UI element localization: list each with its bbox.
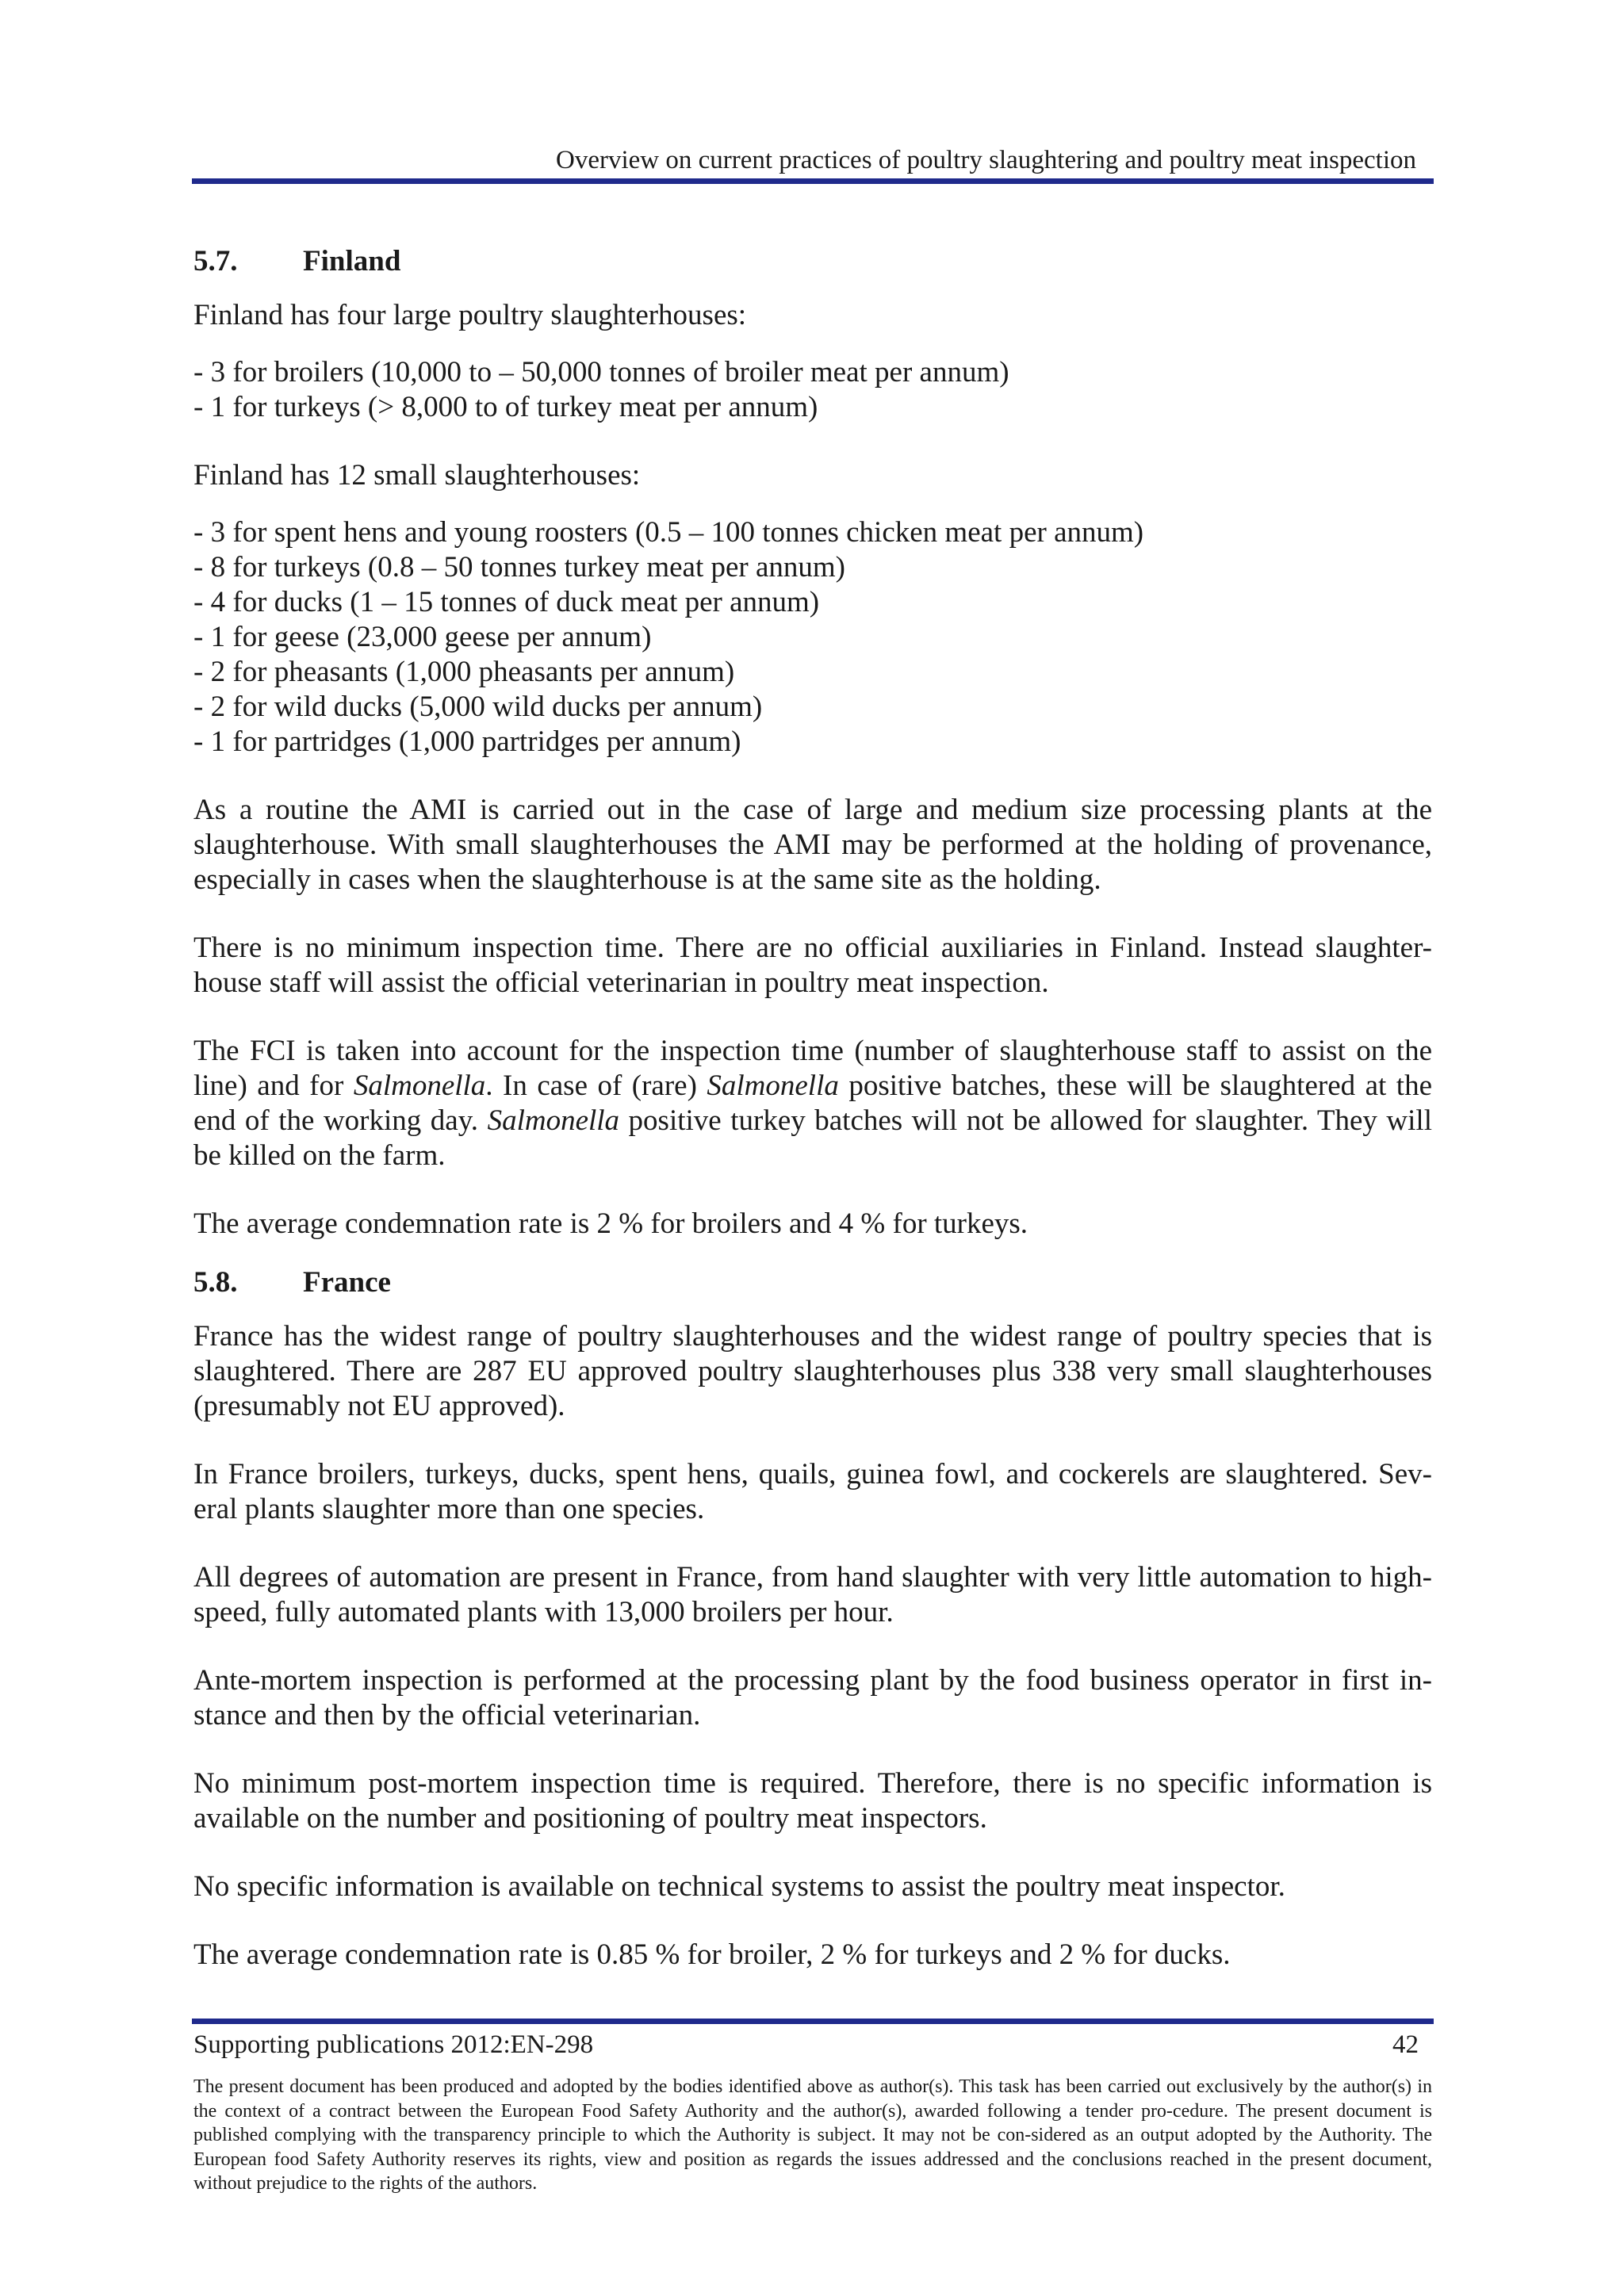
- paragraph-france-technical: No specific information is available on technical systems to assist the poultry meat inspector.: [193, 1870, 1285, 1903]
- section-title: France: [303, 1266, 391, 1299]
- list-item: - 1 for partridges (1,000 partridges per annum): [193, 725, 741, 758]
- list-item: - 3 for spent hens and young roosters (0.5 – 100 tonnes chicken meat per annum): [193, 516, 1144, 549]
- publication-reference: Supporting publications 2012:EN-298: [193, 2030, 594, 2059]
- page-body: [193, 244, 1432, 2006]
- paragraph-france-antemortem: Ante-mortem inspection is performed at the processing plant by the food business operator in first in-stance and then by the official veterinarian.: [193, 1664, 1432, 1732]
- paragraph-fci: The FCI is taken into account for the inspection time (number of slaughterhouse staff to assist on the line) and for Salmonella. In case of (rare) Salmonella positive batches, these will be slaughtered at the end of the working day. Salmonella positive turkey batches will not be allowed for slaughter. They will be killed on the farm.: [193, 1035, 1432, 1172]
- paragraph-large-intro: Finland has four large poultry slaughterhouses:: [193, 299, 747, 331]
- italic-term: Salmonella: [353, 1070, 486, 1102]
- paragraph-ami: As a routine the AMI is carried out in the case of large and medium size processing plants at the slaughterhouse. With small slaughterhouses the AMI may be performed at the holding of provenance, especially in cases when the slaughterhouse is at the same site as the holding.: [193, 794, 1432, 896]
- footer-divider: [192, 2019, 1434, 2024]
- paragraph-inspection-time: There is no minimum inspection time. There are no official auxiliaries in Finland. Instead slaughter-house staff will assist the official veterinarian in poultry meat inspection.: [193, 932, 1432, 999]
- list-item: - 2 for wild ducks (5,000 wild ducks per annum): [193, 691, 763, 723]
- section-heading-france: [193, 1265, 1432, 1300]
- header-divider: [192, 178, 1434, 184]
- paragraph-condemnation-finland: The average condemnation rate is 2 % for broilers and 4 % for turkeys.: [193, 1207, 1028, 1240]
- footer-disclaimer: The present document has been produced and adopted by the bodies identified above as author(s). This task has been carried out exclusively by the author(s) in the context of a contract between the European Food Safety Authority and the author(s), awarded following a tender pro-cedure. The present document is published complying with the transparency principle to which the Authority is subject. It may not be con-sidered as an output adopted by the Authority. The European food Safety Authority reserves its rights, view and position as regards the issues addressed and the conclusions reached in the present document, without prejudice to the rights of the authors.: [193, 2076, 1432, 2194]
- italic-term: Salmonella: [707, 1070, 839, 1102]
- paragraph-small-intro: Finland has 12 small slaughterhouses:: [193, 459, 641, 492]
- italic-term: Salmonella: [487, 1104, 620, 1137]
- small-slaughterhouse-list: [193, 515, 1432, 760]
- list-item: - 1 for geese (23,000 geese per annum): [193, 621, 652, 653]
- section-number: 5.8.: [193, 1266, 238, 1299]
- list-item: - 8 for turkeys (0.8 – 50 tonnes turkey meat per annum): [193, 551, 846, 584]
- list-item: - 1 for turkeys (> 8,000 to of turkey meat per annum): [193, 391, 818, 423]
- paragraph-france-automation: All degrees of automation are present in France, from hand slaughter with very little automation to high-speed, fully automated plants with 13,000 broilers per hour.: [193, 1561, 1432, 1628]
- section-heading-finland: [193, 244, 1432, 279]
- list-item: - 3 for broilers (10,000 to – 50,000 tonnes of broiler meat per annum): [193, 356, 1009, 388]
- list-item: - 4 for ducks (1 – 15 tonnes of duck meat per annum): [193, 586, 820, 618]
- paragraph-france-postmortem: No minimum post-mortem inspection time is required. Therefore, there is no specific information is available on the number and positioning of poultry meat inspectors.: [193, 1767, 1432, 1835]
- section-number: 5.7.: [193, 245, 238, 277]
- paragraph-condemnation-france: The average condemnation rate is 0.85 % for broiler, 2 % for turkeys and 2 % for ducks.: [193, 1938, 1231, 1971]
- section-title: Finland: [303, 245, 401, 277]
- paragraph-france-range: France has the widest range of poultry slaughterhouses and the widest range of poultry species that is slaughtered. There are 287 EU approved poultry slaughterhouses plus 338 very small slaughterhouses (presumably not EU approved).: [193, 1320, 1432, 1422]
- page-number: 42: [1392, 2030, 1419, 2059]
- page-footer: [193, 2027, 1419, 2062]
- large-slaughterhouse-list: [193, 355, 1432, 425]
- list-item: - 2 for pheasants (1,000 pheasants per annum): [193, 656, 735, 688]
- running-header: Overview on current practices of poultry slaughtering and poultry meat inspection: [555, 146, 1416, 174]
- paragraph-france-species: In France broilers, turkeys, ducks, spent hens, quails, guinea fowl, and cockerels are slaughtered. Sev-eral plants slaughter more than one species.: [193, 1458, 1432, 1525]
